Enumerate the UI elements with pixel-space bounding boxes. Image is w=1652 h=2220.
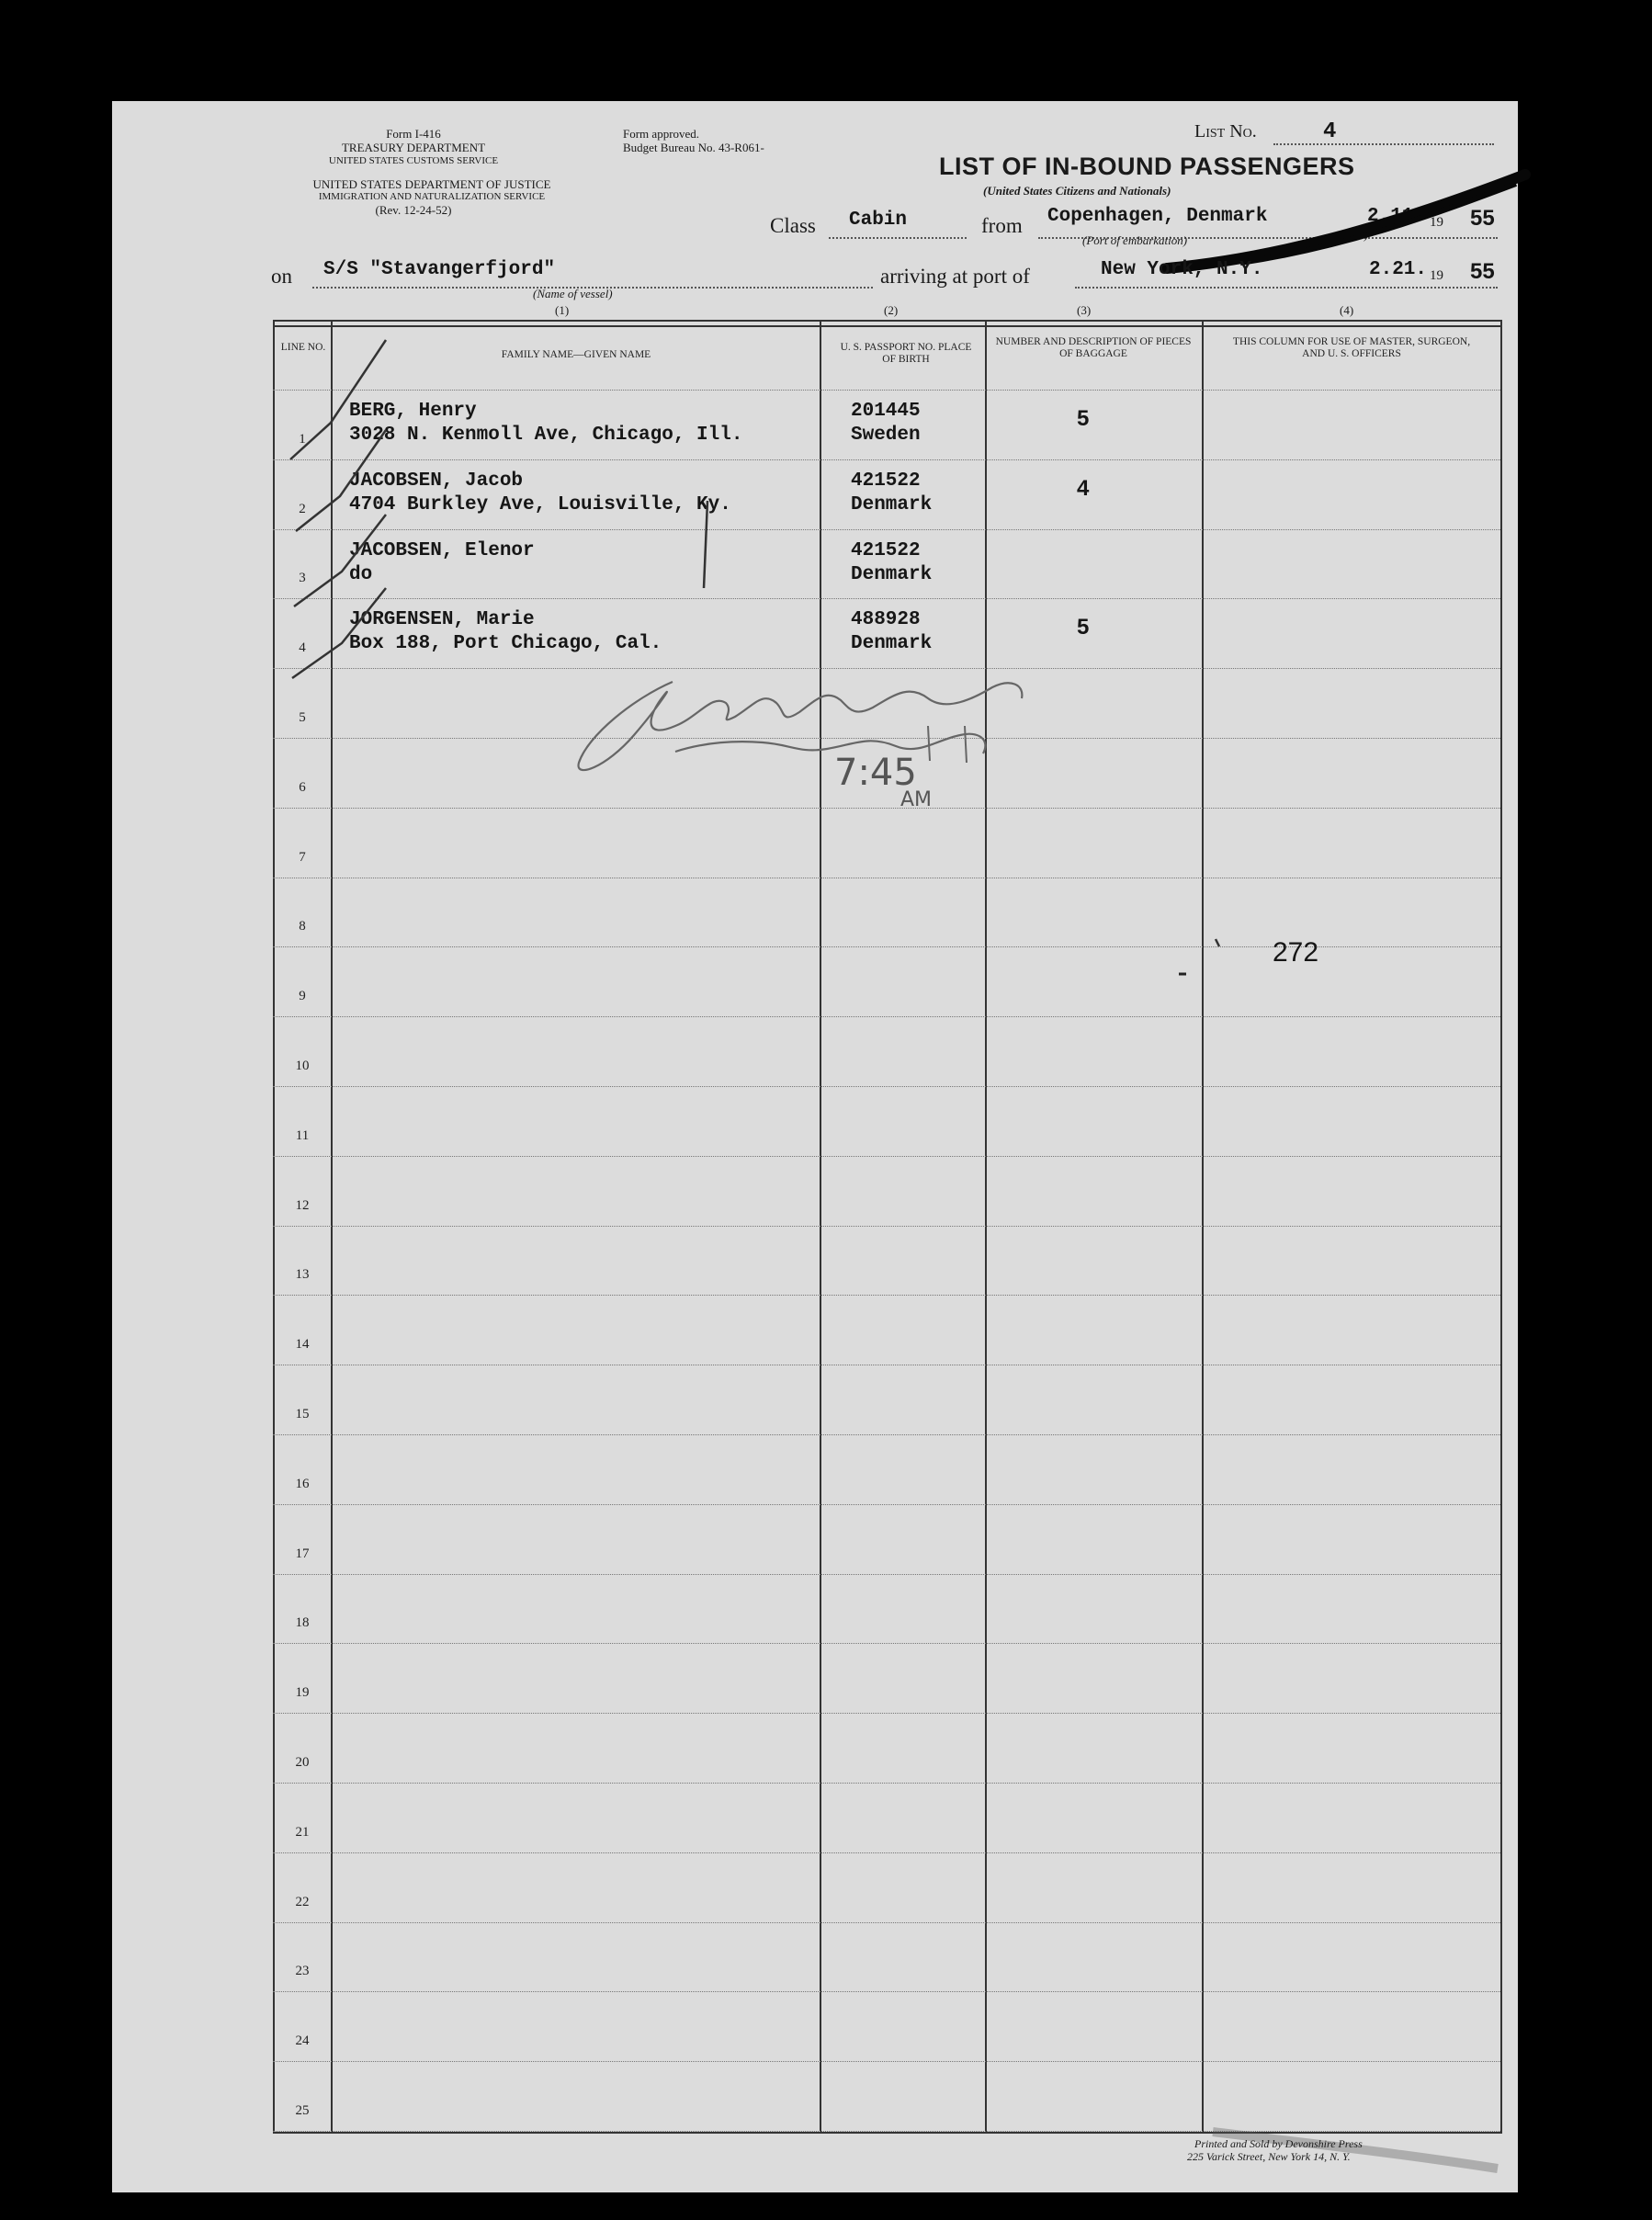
row-line-number: 13 <box>295 1267 310 1283</box>
arrival-date: 2.21. <box>1369 259 1428 280</box>
arrival-year: 55 <box>1470 259 1495 284</box>
row-line-number: 3 <box>299 571 306 586</box>
from-label: from <box>981 214 1023 237</box>
row-line-number: 11 <box>295 1127 310 1143</box>
printer-line-2: 225 Varick Street, New York 14, N. Y. <box>1187 2150 1351 2163</box>
row-line-number: 7 <box>299 849 306 865</box>
dept-justice: UNITED STATES DEPARTMENT OF JUSTICE <box>312 177 551 191</box>
on-label: on <box>271 265 292 288</box>
col-header-name: FAMILY NAME—GIVEN NAME <box>501 349 651 360</box>
row-line-number: 21 <box>295 1824 310 1840</box>
row-line-number: 16 <box>295 1476 310 1491</box>
year-prefix-2: 19 <box>1430 268 1443 283</box>
row-line-number: 17 <box>295 1546 310 1561</box>
row-line-number: 23 <box>295 1964 310 1979</box>
form-number: Form I-416 <box>386 127 441 141</box>
place-of-birth: Denmark <box>851 493 933 515</box>
col-header-baggage: NUMBER AND DESCRIPTION OF PIECES OF BAGGAGE <box>995 336 1192 359</box>
row-line-number: 15 <box>295 1407 310 1421</box>
col-header-passport: U. S. PASSPORT NO. PLACE OF BIRTH <box>840 342 972 365</box>
row-line-number: 19 <box>295 1685 310 1701</box>
departure-date: 2.11. <box>1367 206 1426 227</box>
row-line-number: 24 <box>295 2033 310 2049</box>
passenger-address: Box 188, Port Chicago, Cal. <box>349 633 662 655</box>
year-prefix: 19 <box>1430 215 1443 230</box>
passenger-address: do <box>349 563 373 585</box>
printer-line-1: Printed and Sold by Devonshire Press <box>1194 2137 1363 2150</box>
col-index-2: (2) <box>884 303 899 317</box>
row-line-number: 9 <box>299 989 306 1004</box>
place-of-birth: Denmark <box>851 633 933 655</box>
dept-customs: UNITED STATES CUSTOMS SERVICE <box>328 155 499 166</box>
passport-number: 488928 <box>851 609 921 631</box>
col-index-1: (1) <box>555 303 570 317</box>
list-no-value: 4 <box>1323 119 1337 144</box>
form-revision: (Rev. 12-24-52) <box>375 203 452 217</box>
arriving-label: arriving at port of <box>880 265 1030 288</box>
date-note: (Date) <box>1337 228 1368 242</box>
handwritten-time: 7:45 <box>834 752 917 794</box>
officer-count: 272 <box>1273 937 1319 968</box>
passenger-name: BERG, Henry <box>349 401 477 422</box>
budget-bureau: Budget Bureau No. 43-R061- <box>623 141 764 154</box>
row-line-number: 5 <box>299 710 306 725</box>
row-line-number: 6 <box>299 779 306 795</box>
vessel-note: (Name of vessel) <box>533 287 613 300</box>
port-of-embarkation: Copenhagen, Denmark <box>1047 206 1268 227</box>
row-line-number: 18 <box>295 1615 310 1631</box>
passenger-name: JACOBSEN, Elenor <box>349 539 535 561</box>
col-index-3: (3) <box>1077 303 1092 317</box>
passport-number: 421522 <box>851 470 921 492</box>
passport-number: 421522 <box>851 539 921 561</box>
place-of-birth: Denmark <box>851 563 933 585</box>
class-value: Cabin <box>849 210 908 231</box>
vessel-name: S/S "Stavangerfjord" <box>323 259 556 280</box>
place-of-birth: Sweden <box>851 425 921 446</box>
col-header-line: LINE NO. <box>280 342 326 353</box>
arrival-port: New York, N.Y. <box>1101 259 1263 280</box>
page-title: LIST OF IN-BOUND PASSENGERS <box>939 153 1355 180</box>
row-line-number: 10 <box>295 1059 310 1073</box>
baggage-count: 5 <box>1077 615 1090 640</box>
row-line-number: 12 <box>295 1197 310 1213</box>
col-header-officers: THIS COLUMN FOR USE OF MASTER, SURGEON, AND U. S. OFFICERS <box>1232 336 1471 359</box>
passenger-name: JACOBSEN, Jacob <box>349 470 524 492</box>
row-line-number: 14 <box>295 1337 310 1353</box>
list-no-label: List No. <box>1194 121 1257 142</box>
col-index-4: (4) <box>1340 303 1354 317</box>
dept-immigration: IMMIGRATION AND NATURALIZATION SERVICE <box>318 191 546 202</box>
passenger-address: 3028 N. Kenmoll Ave, Chicago, Ill. <box>349 425 743 446</box>
row-line-number: 4 <box>299 640 306 656</box>
row-line-number: 20 <box>295 1755 310 1770</box>
dept-treasury: TREASURY DEPARTMENT <box>341 141 486 154</box>
baggage-count: 5 <box>1077 406 1090 431</box>
page-subtitle: (United States Citizens and Nationals) <box>983 184 1171 198</box>
row-line-number: 8 <box>299 919 306 934</box>
baggage-count: 4 <box>1077 475 1090 501</box>
row-line-number: 1 <box>299 431 306 447</box>
class-label: Class <box>770 214 816 237</box>
form-approved: Form approved. <box>623 127 700 141</box>
row-line-number: 2 <box>299 501 306 516</box>
passenger-address: 4704 Burkley Ave, Louisville, Ky. <box>349 493 731 515</box>
row-line-number: 22 <box>295 1894 310 1909</box>
departure-year: 55 <box>1470 206 1495 231</box>
row-line-number: 25 <box>295 2103 310 2118</box>
port-of-embarkation-note: (Port of embarkation) <box>1082 233 1188 247</box>
passenger-name: JORGENSEN, Marie <box>349 609 535 631</box>
handwritten-ampm: AM <box>900 788 933 811</box>
passport-number: 201445 <box>851 401 921 422</box>
